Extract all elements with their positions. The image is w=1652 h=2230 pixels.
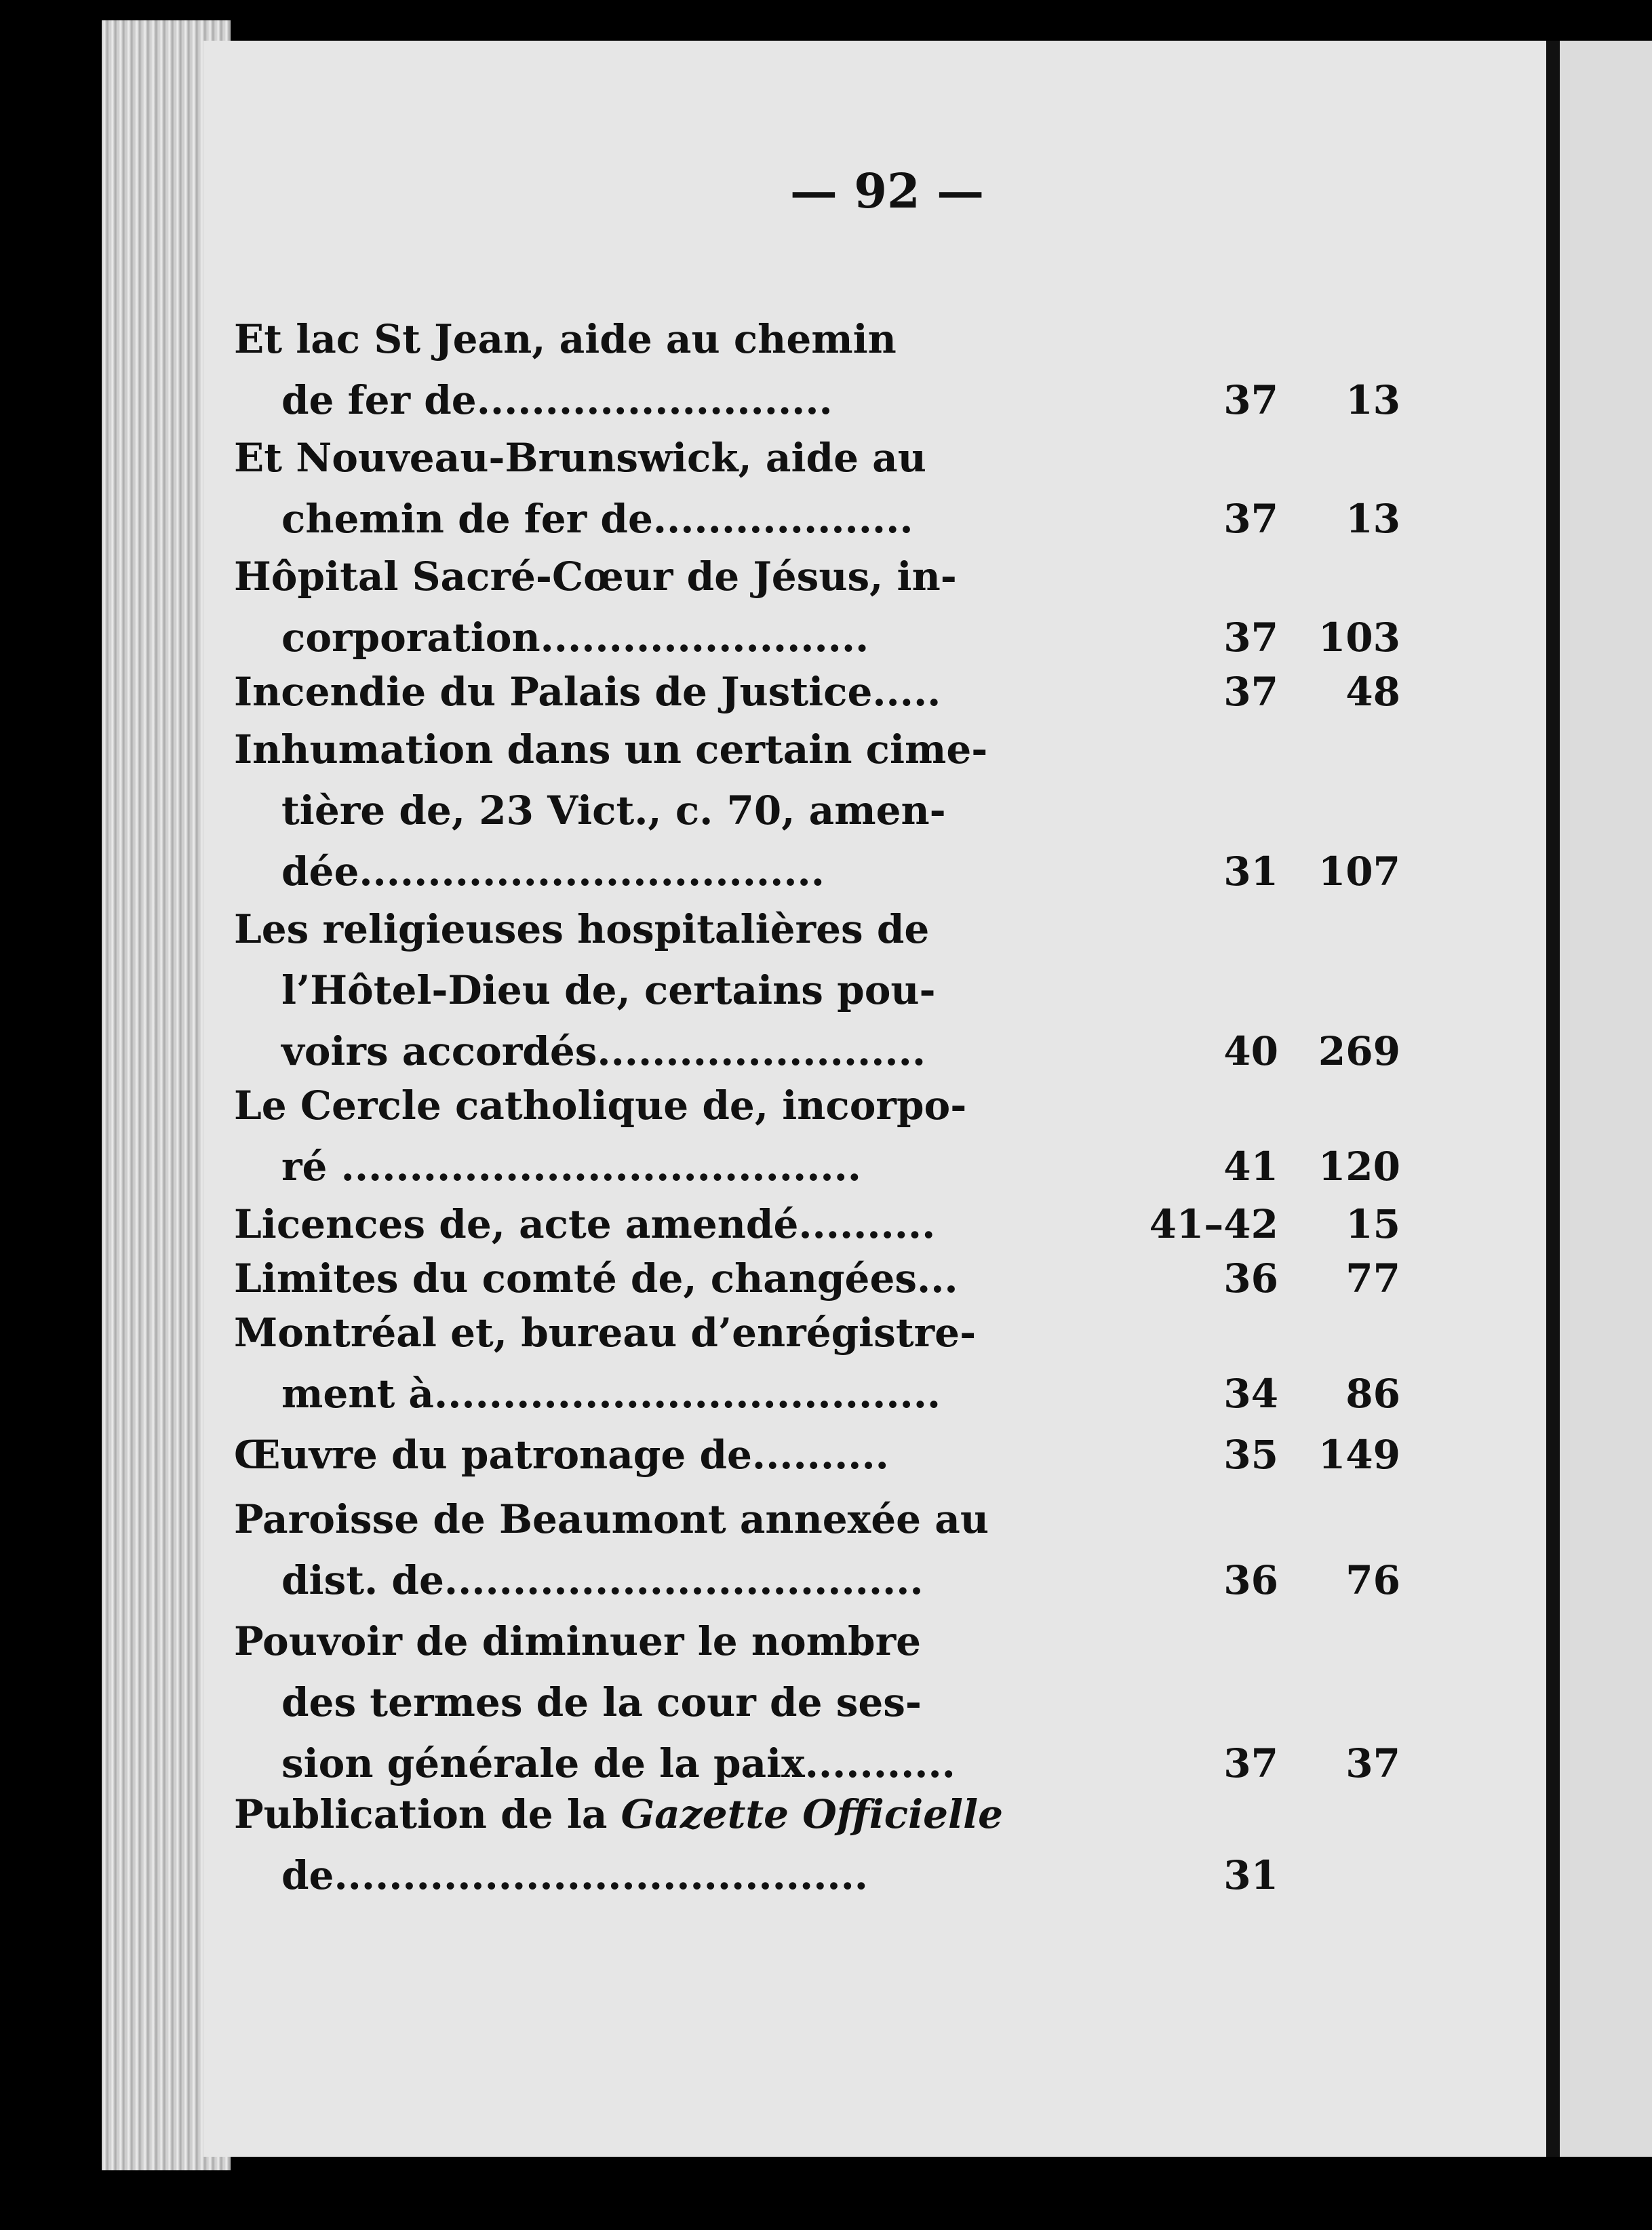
entry-line bbox=[281, 960, 1417, 1021]
volume-number: 34 bbox=[1223, 1371, 1278, 1417]
entry-text: Pouvoir de diminuer le nombre bbox=[234, 1618, 922, 1664]
entry-text: Et lac St Jean, aide au chemin bbox=[234, 316, 897, 362]
entry-text: dist. de................................... bbox=[281, 1557, 924, 1603]
chapter-number: 269 bbox=[1318, 1028, 1400, 1074]
entry-line bbox=[234, 427, 1417, 488]
entry-text: Montréal et, bureau d’enrégistre- bbox=[234, 1310, 977, 1356]
entry-line bbox=[234, 546, 1417, 607]
entry-line bbox=[281, 780, 1417, 841]
entry-text: corporation........................ bbox=[281, 614, 869, 661]
entry-line bbox=[234, 1424, 1417, 1485]
entry-line bbox=[234, 899, 1417, 960]
entry-text: des termes de la cour de ses- bbox=[281, 1679, 922, 1725]
volume-number: 37 bbox=[1223, 669, 1278, 715]
volume-number: 37 bbox=[1223, 377, 1278, 423]
entry-text: Incendie du Palais de Justice..... bbox=[234, 669, 941, 715]
chapter-number: 77 bbox=[1345, 1255, 1400, 1302]
entry-text: sion générale de la paix........... bbox=[281, 1740, 956, 1786]
entry-line bbox=[234, 1248, 1417, 1309]
entry-line bbox=[234, 1489, 1417, 1550]
entry-line bbox=[281, 607, 1417, 668]
entry-line bbox=[234, 719, 1417, 780]
volume-number: 35 bbox=[1223, 1432, 1278, 1478]
chapter-number: 76 bbox=[1345, 1557, 1400, 1603]
entry-line bbox=[234, 1784, 1417, 1845]
entry-text: voirs accordés........................ bbox=[281, 1028, 926, 1074]
page-gap bbox=[1546, 41, 1560, 2157]
chapter-number: 120 bbox=[1318, 1143, 1400, 1190]
entry-line bbox=[234, 661, 1417, 722]
volume-number: 36 bbox=[1223, 1255, 1278, 1302]
entry-text: Licences de, acte amendé.......... bbox=[234, 1201, 936, 1247]
entry-line bbox=[281, 1550, 1417, 1611]
page-number: — 92 — bbox=[789, 163, 985, 219]
entry-line bbox=[281, 488, 1417, 549]
entry-text: de fer de.......................... bbox=[281, 377, 833, 423]
entry-text: Œuvre du patronage de.......... bbox=[234, 1432, 889, 1478]
chapter-number: 149 bbox=[1318, 1432, 1400, 1478]
entry-text: Et Nouveau-Brunswick, aide au bbox=[234, 435, 926, 481]
entry-text bbox=[234, 1784, 1003, 1845]
entry-text: tière de, 23 Vict., c. 70, amen- bbox=[281, 787, 946, 834]
entry-text: ré ...................................... bbox=[281, 1143, 861, 1190]
entry-line bbox=[281, 1672, 1417, 1733]
volume-number: 40 bbox=[1223, 1028, 1278, 1074]
entry-line bbox=[234, 1302, 1417, 1363]
entry-text: dée.................................. bbox=[281, 848, 825, 895]
entry-line bbox=[281, 1363, 1417, 1424]
entry-text: ment à..................................... bbox=[281, 1371, 941, 1417]
chapter-number: 37 bbox=[1345, 1740, 1400, 1786]
chapter-number: 13 bbox=[1345, 377, 1400, 423]
entry-text: l’Hôtel-Dieu de, certains pou- bbox=[281, 967, 936, 1013]
chapter-number: 107 bbox=[1318, 848, 1400, 895]
entry-text: Les religieuses hospitalières de bbox=[234, 906, 930, 952]
entry-line bbox=[281, 1021, 1417, 1082]
entry-text-regular: Publication de la bbox=[234, 1791, 621, 1837]
entry-line bbox=[234, 1611, 1417, 1672]
chapter-number: 48 bbox=[1345, 669, 1400, 715]
chapter-number: 86 bbox=[1345, 1371, 1400, 1417]
entry-text-italic: Gazette Officielle bbox=[621, 1791, 1004, 1837]
volume-number: 37 bbox=[1223, 496, 1278, 542]
facing-page-edge bbox=[1560, 41, 1652, 2157]
entry-text: Le Cercle catholique de, incorpo- bbox=[234, 1082, 967, 1129]
entry-text: Hôpital Sacré-Cœur de Jésus, in- bbox=[234, 553, 957, 600]
entry-line bbox=[234, 1075, 1417, 1136]
entry-line bbox=[281, 1845, 1417, 1906]
volume-number: 31 bbox=[1223, 1852, 1278, 1898]
volume-number: 37 bbox=[1223, 1740, 1278, 1786]
volume-number: 41 bbox=[1223, 1143, 1278, 1190]
volume-number: 31 bbox=[1223, 848, 1278, 895]
entry-line bbox=[281, 370, 1417, 431]
chapter-number: 103 bbox=[1318, 614, 1400, 661]
chapter-number: 13 bbox=[1345, 496, 1400, 542]
entry-text: chemin de fer de................... bbox=[281, 496, 913, 542]
entry-text: Inhumation dans un certain cime- bbox=[234, 726, 988, 772]
chapter-number: 15 bbox=[1345, 1201, 1400, 1247]
volume-number: 36 bbox=[1223, 1557, 1278, 1603]
entry-line bbox=[234, 1194, 1417, 1255]
volume-number: 37 bbox=[1223, 614, 1278, 661]
entry-text: Paroisse de Beaumont annexée au bbox=[234, 1496, 989, 1542]
entry-line bbox=[281, 841, 1417, 902]
volume-number: 41–42 bbox=[1149, 1201, 1278, 1247]
entry-line bbox=[281, 1136, 1417, 1197]
entry-text: de....................................... bbox=[281, 1852, 868, 1898]
entry-line bbox=[234, 309, 1417, 370]
entry-text: Limites du comté de, changées... bbox=[234, 1255, 958, 1302]
